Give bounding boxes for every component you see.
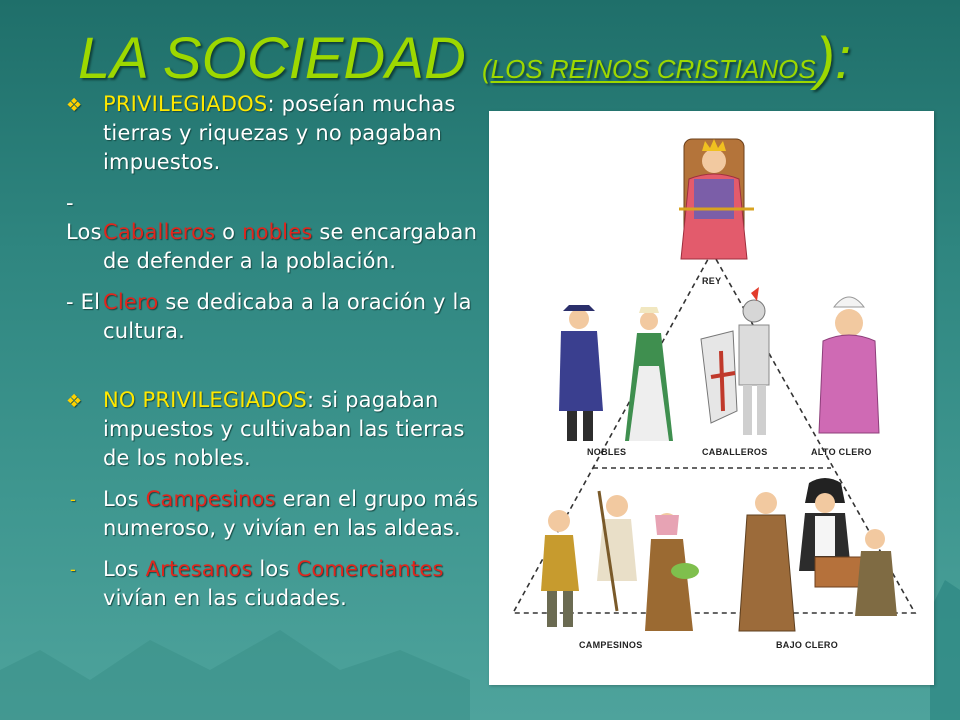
keyword-privilegiados: PRIVILEGIADOS (103, 92, 268, 116)
keyword-nobles: nobles (242, 220, 313, 244)
bullet-list (66, 90, 481, 625)
slide-title (78, 26, 852, 91)
high-clergy-figure (819, 297, 879, 433)
title-main: LA SOCIEDAD (78, 26, 482, 91)
nobles-figures (559, 305, 673, 441)
knight-figure (701, 287, 769, 435)
keyword-clero: Clero (103, 290, 159, 314)
list-item: - Los Artesanos los Comerciantes vivían en las ciudades. (70, 557, 444, 610)
label-rey: REY (702, 276, 722, 286)
list-item: ❖ NO PRIVILEGIADOS: si pagaban impuestos y cultivaban las tierras de los nobles. (66, 388, 465, 470)
dash-bullet-icon: - (70, 490, 76, 509)
keyword-caballeros: Caballeros (103, 220, 216, 244)
diamond-bullet-icon: ❖ (66, 391, 83, 412)
peasants-figures (541, 491, 699, 631)
list-item: - ElClero se dedicaba a la oración y la cultura. (66, 290, 472, 343)
list-item: - Los Campesinos eran el grupo más numeroso, y vivían en las aldeas. (70, 487, 479, 540)
label-bajo-clero: BAJO CLERO (776, 640, 839, 650)
list-item: ❖ PRIVILEGIADOS: poseían muchas tierras y riquezas y no pagaban impuestos. (66, 92, 456, 174)
dash-bullet-icon: - (70, 560, 76, 579)
label-nobles: NOBLES (587, 447, 627, 457)
king-figure (679, 139, 754, 259)
keyword-comerciantes: Comerciantes (296, 557, 444, 581)
keyword-artesanos: Artesanos (145, 557, 253, 581)
label-campesinos: CAMPESINOS (579, 640, 643, 650)
keyword-no-privilegiados: NO PRIVILEGIADOS (103, 388, 307, 412)
title-subtitle: (LOS REINOS CRISTIANOS (481, 54, 816, 84)
list-item: - LosCaballeros o nobles se encargaban de defender a la población. (66, 191, 478, 273)
keyword-campesinos: Campesinos (145, 487, 276, 511)
low-clergy-figures (739, 478, 897, 631)
social-pyramid-illustration (489, 111, 934, 685)
label-alto-clero: ALTO CLERO (811, 447, 872, 457)
title-close: ): (815, 26, 852, 91)
pyramid-drawing (489, 111, 934, 685)
diamond-bullet-icon: ❖ (66, 95, 83, 116)
label-caballeros: CABALLEROS (702, 447, 768, 457)
